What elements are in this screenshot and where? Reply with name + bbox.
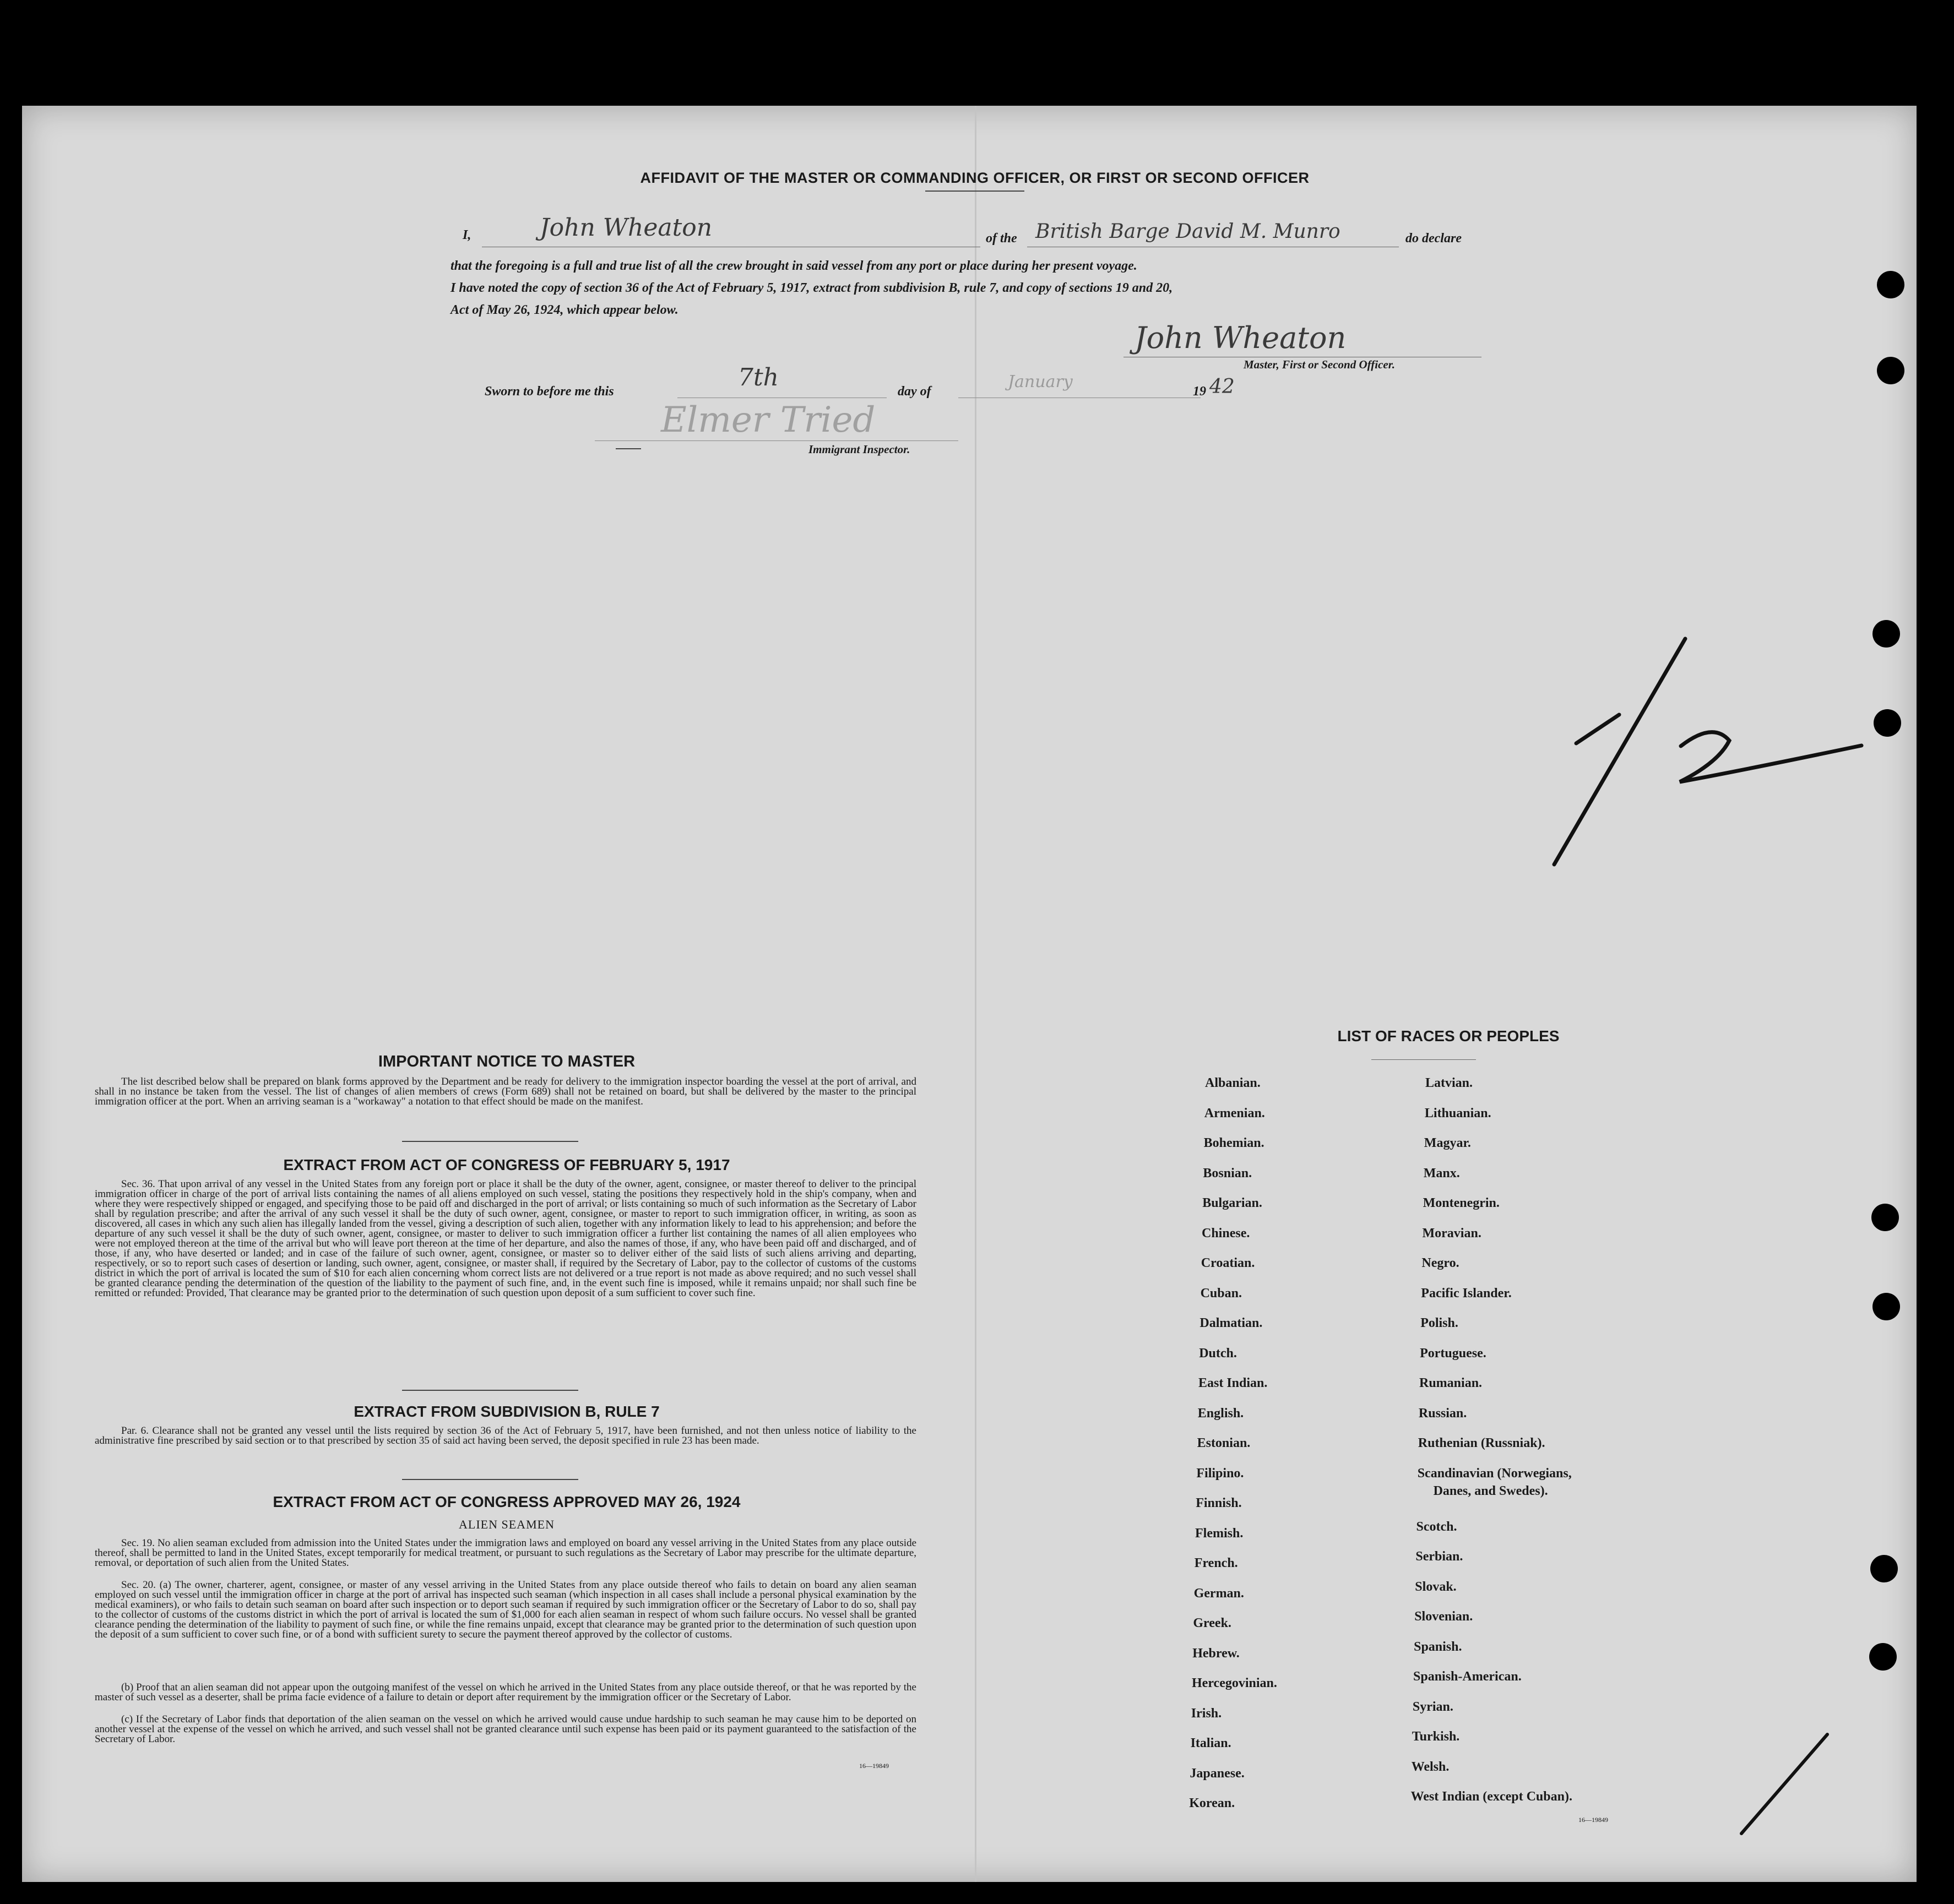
race-item: Filipino.	[1196, 1466, 1244, 1481]
race-item: Russian.	[1418, 1406, 1467, 1421]
vessel-name-handwritten: British Barge David M. Munro	[1035, 220, 1340, 243]
race-item: Danes, and Swedes).	[1433, 1483, 1548, 1498]
day-of-label: day of	[898, 384, 931, 399]
race-item: Bosnian.	[1203, 1166, 1252, 1181]
inspector-signature-handwritten: Elmer Tried	[661, 400, 876, 440]
race-item: Chinese.	[1202, 1226, 1250, 1241]
race-item: German.	[1193, 1586, 1244, 1601]
race-item: West Indian (except Cuban).	[1410, 1789, 1572, 1804]
extract-1917-title: EXTRACT FROM ACT OF CONGRESS OF FEBRUARY 5, 1917	[283, 1156, 730, 1173]
race-item: Korean.	[1189, 1796, 1235, 1810]
race-item: Dutch.	[1199, 1346, 1237, 1361]
alien-seamen-subtitle: ALIEN SEAMEN	[459, 1517, 555, 1531]
master-signature-handwritten: John Wheaton	[1135, 320, 1347, 355]
affidavit-line-4: Act of May 26, 1924, which appear below.	[450, 303, 679, 317]
race-item: French.	[1194, 1556, 1238, 1570]
year-handwritten: 42	[1209, 376, 1235, 398]
race-item: Lithuanian.	[1424, 1106, 1491, 1120]
race-item: Hebrew.	[1192, 1646, 1240, 1661]
race-item: Croatian.	[1201, 1256, 1255, 1270]
divider	[402, 1390, 578, 1391]
of-the-label: of the	[986, 231, 1017, 246]
race-item: Finnish.	[1196, 1496, 1242, 1510]
race-item: Turkish.	[1412, 1729, 1460, 1744]
affidavit-line-2: that the foregoing is a full and true list of all the crew brought in said vessel from any port or place during her present voyage.	[450, 259, 1137, 273]
race-item: English.	[1197, 1406, 1244, 1421]
notice-body: The list described below shall be prepared on blank forms approved by the Department and be ready for delivery to the immigration inspector boarding the vessel at the port of arrival, and shall in no instance be taken from the vessel. The list of changes of alien members of crews (Form 689) shall not be retained on board, but shall be delivered by the master to the principal immigration officer at the port. When an arriving seaman is a "workaway" a notation to that effect should be made on the manifest.	[95, 1076, 916, 1107]
race-item: Spanish.	[1414, 1639, 1462, 1654]
sec-19-body: Sec. 19. No alien seaman excluded from admission into the United States under the immigration laws and employed on board any vessel arriving in the United States from any place outside thereof, shall be permitted to land in the United States, except temporarily for medical treatment, or pursuant to such regulations as the Secretary of Labor may prescribe for the ultimate departure, removal, or deportation of such alien from the United States.	[95, 1537, 916, 1569]
race-item: Flemish.	[1195, 1526, 1244, 1541]
race-item: Portuguese.	[1420, 1346, 1486, 1361]
race-item: Bulgarian.	[1202, 1196, 1262, 1210]
year-prefix: 19	[1193, 384, 1206, 399]
race-item: Slovak.	[1415, 1579, 1457, 1594]
race-item: Cuban.	[1200, 1286, 1242, 1301]
race-item: Moravian.	[1422, 1226, 1481, 1241]
race-item: Irish.	[1191, 1706, 1222, 1721]
race-item: Hercegovinian.	[1192, 1676, 1277, 1690]
extract-1924-title: EXTRACT FROM ACT OF CONGRESS APPROVED MAY 26, 1924	[273, 1493, 741, 1510]
race-item: Slovenian.	[1414, 1609, 1473, 1624]
races-form-number: 16—19849	[1578, 1816, 1608, 1824]
races-title: LIST OF RACES OR PEOPLES	[1337, 1027, 1560, 1045]
race-item: Manx.	[1423, 1166, 1460, 1181]
master-name-handwritten: John Wheaton	[540, 214, 713, 242]
sec-20b-body: (b) Proof that an alien seaman did not appear upon the outgoing manifest of the vessel on which he arrived in the United States from any place outside thereof, or that he was reported by the master of such vessel as a deserter, shall be prima facie evidence of a failure to detain or deport after requirement by the immigration officer or the Secretary of Labor.	[95, 1682, 916, 1703]
signer-caption: Master, First or Second Officer.	[1244, 358, 1395, 371]
race-item: Magyar.	[1424, 1136, 1471, 1150]
race-item: Albanian.	[1205, 1076, 1261, 1090]
affidavit-title: AFFIDAVIT OF THE MASTER OR COMMANDING OFFICER, OR FIRST OR SECOND OFFICER	[640, 170, 1310, 186]
race-item: Rumanian.	[1419, 1376, 1483, 1390]
subdivision-b-title: EXTRACT FROM SUBDIVISION B, RULE 7	[354, 1403, 660, 1420]
race-item: Armenian.	[1204, 1106, 1265, 1120]
race-item: Welsh.	[1411, 1759, 1450, 1774]
race-item: Bohemian.	[1203, 1136, 1264, 1150]
day-handwritten: 7th	[738, 363, 779, 391]
divider	[402, 1479, 578, 1480]
form-number: 16—19849	[859, 1762, 889, 1770]
race-item: Ruthenian (Russniak).	[1418, 1436, 1545, 1450]
race-item: East Indian.	[1198, 1376, 1268, 1390]
race-item: Scandinavian (Norwegians,	[1417, 1466, 1572, 1481]
do-declare-label: do declare	[1405, 231, 1462, 246]
sec-20a-body: Sec. 20. (a) The owner, charterer, agent, consignee, or master of any vessel arriving in the United States from any place outside thereof who fails to detain on board any alien seaman employed on such vessel until the immigration officer in charge at the port of arrival has inspected such seaman (which inspection in all cases shall include a personal physical examination by the medical examiners), or who fails to detain such seaman on board after such inspection or to deport such seaman if required by such immigration officer or the Secretary of Labor to do so, shall pay to the collector of customs of the customs district in which the port of arrival is located the sum of $1,000 for each alien seaman in respect of whom such failure occurs. No vessel shall be granted clearance pending the determination of the liability to payment of such fine, or while the fine remains unpaid, except that clearance may be granted prior to the determination of such question upon the deposit of a sum sufficient to cover such fine, or of a bond with sufficient surety to secure the payment thereof approved by the collector of customs.	[95, 1579, 916, 1640]
race-item: Dalmatian.	[1199, 1316, 1263, 1330]
inspector-caption: Immigrant Inspector.	[808, 443, 910, 456]
sworn-label: Sworn to before me this	[485, 384, 614, 399]
race-item: Scotch.	[1416, 1519, 1457, 1534]
race-item: Estonian.	[1197, 1436, 1251, 1450]
race-item: Pacific Islander.	[1421, 1286, 1512, 1301]
race-item: Syrian.	[1412, 1699, 1453, 1714]
race-item: Italian.	[1190, 1736, 1231, 1750]
race-item: Serbian.	[1415, 1549, 1463, 1564]
affidavit-line-3: I have noted the copy of section 36 of the Act of February 5, 1917, extract from subdivision B, rule 7, and copy of sections 19 and 20,	[450, 281, 1173, 295]
race-item: Latvian.	[1425, 1076, 1473, 1090]
i-label: I,	[463, 228, 471, 242]
race-item: Montenegrin.	[1423, 1196, 1500, 1210]
extract-1917-body: Sec. 36. That upon arrival of any vessel in the United States from any foreign port or place it shall be the duty of the owner, agent, consignee, or master thereof to deliver to the principal immigration officer in charge of the port of arrival lists containing the names of all aliens employed on such vessel, stating the positions they respectively hold in the ship's company, when and where they were respectively shipped or engaged, and specifying those to be paid off and discharged in the port of arrival; or lists containing so much of such information as the Secretary of Labor shall by regulation prescribe; and after the arrival of any such vessel it shall be the duty of such owner, agent, consignee, or master to report to such immigration officer, in writing, as soon as discovered, all cases in which any such alien has illegally landed from the vessel, giving a description of such alien, together with any information likely to lead to his apprehension; and before the departure of any such vessel it shall be the duty of such owner, agent, consignee, or master to deliver to such immigration officer a further list containing the names of all alien employees who were not employed thereon at the time of the arrival but who will leave port thereon at the time of her departure, and also the names of those, if any, who have been paid off and discharged, and of those, if any, who have deserted or landed; and in case of the failure of such owner, agent, consignee, or master so to deliver either of the said lists of such aliens arriving and departing, respectively, or so to report such cases of desertion or landing, such owner, agent, consignee, or master shall, if required by the Secretary of Labor, pay to the collector of customs of the customs district in which the port of arrival is located the sum of $10 for each alien concerning whom correct lists are not delivered or a true report is not made as above required; and no such vessel shall be granted clearance pending the determination of the question of the liability to the payment of such fine, and, in the event such fine is imposed, while it remains unpaid; nor shall such fine be remitted or refunded: Provided, That clearance may be granted prior to the determination of such question upon deposit of a sum sufficient to cover such fine.	[95, 1178, 916, 1299]
sec-20c-body: (c) If the Secretary of Labor finds that deportation of the alien seaman on the vessel on which he arrived would cause undue hardship to such seaman he may cause him to be deported on another vessel at the expense of the vessel on which he arrived, and such vessel shall not be granted clearance until such expense has been paid or its payment guaranteed to the satisfaction of the Secretary of Labor.	[95, 1713, 916, 1745]
notice-title: IMPORTANT NOTICE TO MASTER	[378, 1053, 636, 1070]
races-underline	[1371, 1059, 1476, 1060]
month-handwritten: January	[1008, 372, 1073, 391]
race-item: Negro.	[1421, 1256, 1459, 1270]
race-item: Spanish-American.	[1413, 1669, 1522, 1684]
race-item: Japanese.	[1190, 1766, 1245, 1781]
race-item: Greek.	[1193, 1616, 1231, 1630]
divider	[402, 1141, 578, 1142]
subdivision-b-body: Par. 6. Clearance shall not be granted any vessel until the lists required by section 36 of the Act of February 5, 1917, have been furnished, and not then unless notice of liability to the administrative fine prescribed by said section or to that prescribed by section 35 of said act having been served, the deposit specified in rule 23 has been made.	[95, 1425, 916, 1446]
race-item: Polish.	[1420, 1316, 1458, 1330]
